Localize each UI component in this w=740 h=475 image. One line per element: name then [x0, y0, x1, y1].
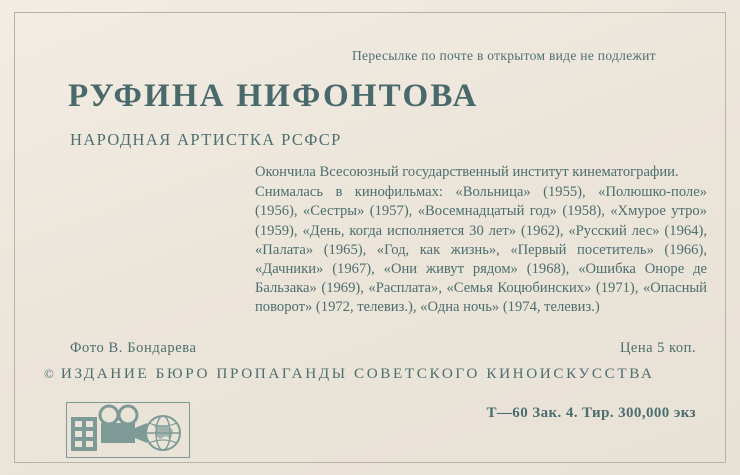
biography-paragraph: Снималась в кинофильмах: «Вольница» (1955), «Полюшко-поле» (1956), «Сестры» (1957), «Восемнадцатый год» (1958), «Хмурое утро» (1959), «День, когда исполняется 30 лет» (1962), «Русский лес» (1964), «Палата» (1965), «Год, как жизнь», «Первый посетитель» (1966), «Дачники» (1967), «Они живут рядом» (1968), «Ошибка Оноре де Бальзака» (1969), «Расплата», «Семья Коцюбинских» (1971), «Опасный поворот» (1972, телевиз.), «Одна ночь» (1974, телевиз.): [255, 184, 707, 316]
film-camera-logo: [66, 402, 190, 458]
postal-notice: Пересылке по почте в открытом виде не подлежит: [352, 48, 656, 63]
price-label: Цена 5 коп.: [619, 340, 696, 356]
print-run-info: Т—60 Зак. 4. Тир. 300,000 экз: [486, 405, 696, 421]
publisher-row: [44, 365, 696, 383]
performer-title: НАРОДНАЯ АРТИСТКА РСФСР: [70, 130, 342, 149]
film-camera-icon: [67, 403, 189, 457]
biography-paragraph: Окончила Всесоюзный государственный институт кинематографии.: [255, 164, 679, 180]
publisher-name: ИЗДАНИЕ БЮРО ПРОПАГАНДЫ СОВЕТСКОГО КИНОИСКУССТВА: [60, 365, 655, 382]
biography-text: [255, 163, 707, 318]
copyright-icon: ©: [44, 366, 54, 381]
card-content: [22, 20, 718, 455]
photo-credit: Фото В. Бондарева: [70, 340, 197, 356]
performer-name: РУФИНА НИФОНТОВА: [68, 78, 479, 114]
